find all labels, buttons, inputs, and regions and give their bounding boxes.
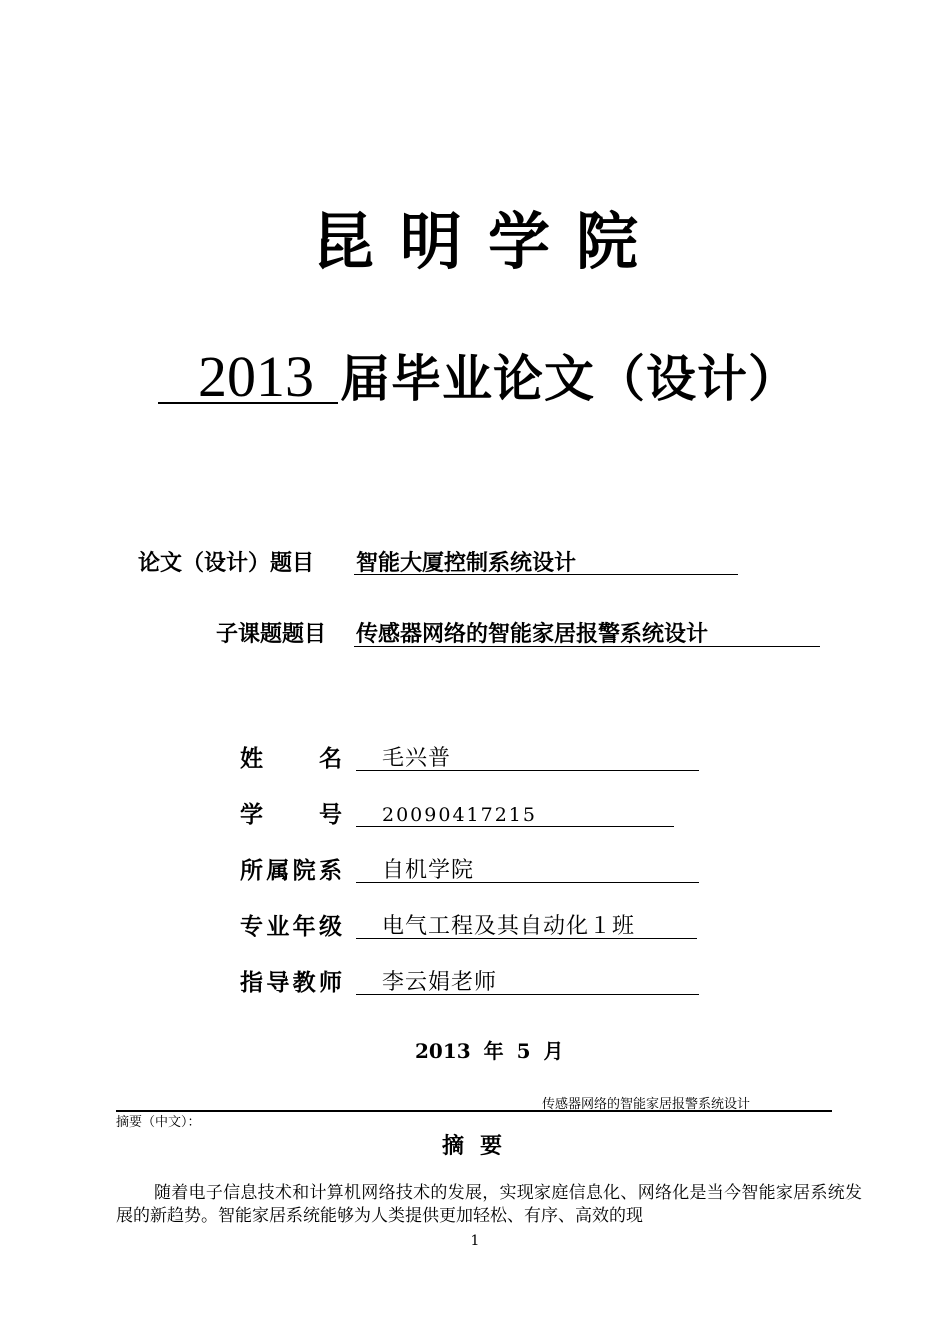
abstract-heading: 摘要: [441, 1134, 518, 1159]
topic-label: 论文（设计）题目: [138, 551, 315, 576]
subtopic-label: 子课题题目: [216, 622, 327, 647]
header-rule: [116, 1110, 832, 1112]
name-label: 姓 名: [240, 746, 342, 772]
advisor-label: 指 导 教 师: [240, 970, 342, 996]
student-id-label: 学 号: [240, 802, 342, 828]
department-underline: [356, 882, 699, 883]
subtopic-underline: [354, 646, 820, 647]
department-value: 自机学院: [382, 858, 475, 883]
school-name: 昆明学院: [311, 205, 664, 278]
student-id-value: 20090417215: [382, 804, 537, 826]
advisor-underline: [356, 994, 699, 995]
advisor-value: 李云娟老师: [382, 970, 498, 995]
name-underline: [356, 770, 699, 771]
major-label: 专 业 年 级: [240, 914, 342, 940]
topic-value: 智能大厦控制系统设计: [356, 551, 577, 576]
student-id-underline: [356, 826, 674, 827]
thesis-title: 届毕业论文（设计）: [340, 350, 799, 408]
page-number: 1: [470, 1233, 480, 1249]
running-header: 传感器网络的智能家居报警系统设计: [542, 1097, 751, 1112]
abstract-body: 随着电子信息技术和计算机网络技术的发展，实现家庭信息化、网络化是当今智能家居系统发展的新趋势。智能家居系统能够为人类提供更加轻松、有序、高效的现: [116, 1183, 862, 1226]
major-value: 电气工程及其自动化１班: [382, 914, 636, 939]
topic-underline: [354, 574, 738, 575]
abstract-label: 摘要（中文）：: [116, 1115, 201, 1130]
major-underline: [356, 938, 697, 939]
thesis-date: 2013 年 5 月: [415, 1039, 564, 1063]
thesis-year: 2013: [198, 344, 314, 409]
department-label: 所 属 院 系: [240, 858, 342, 884]
name-value: 毛兴普: [382, 746, 452, 771]
subtopic-value: 传感器网络的智能家居报警系统设计: [356, 622, 709, 647]
